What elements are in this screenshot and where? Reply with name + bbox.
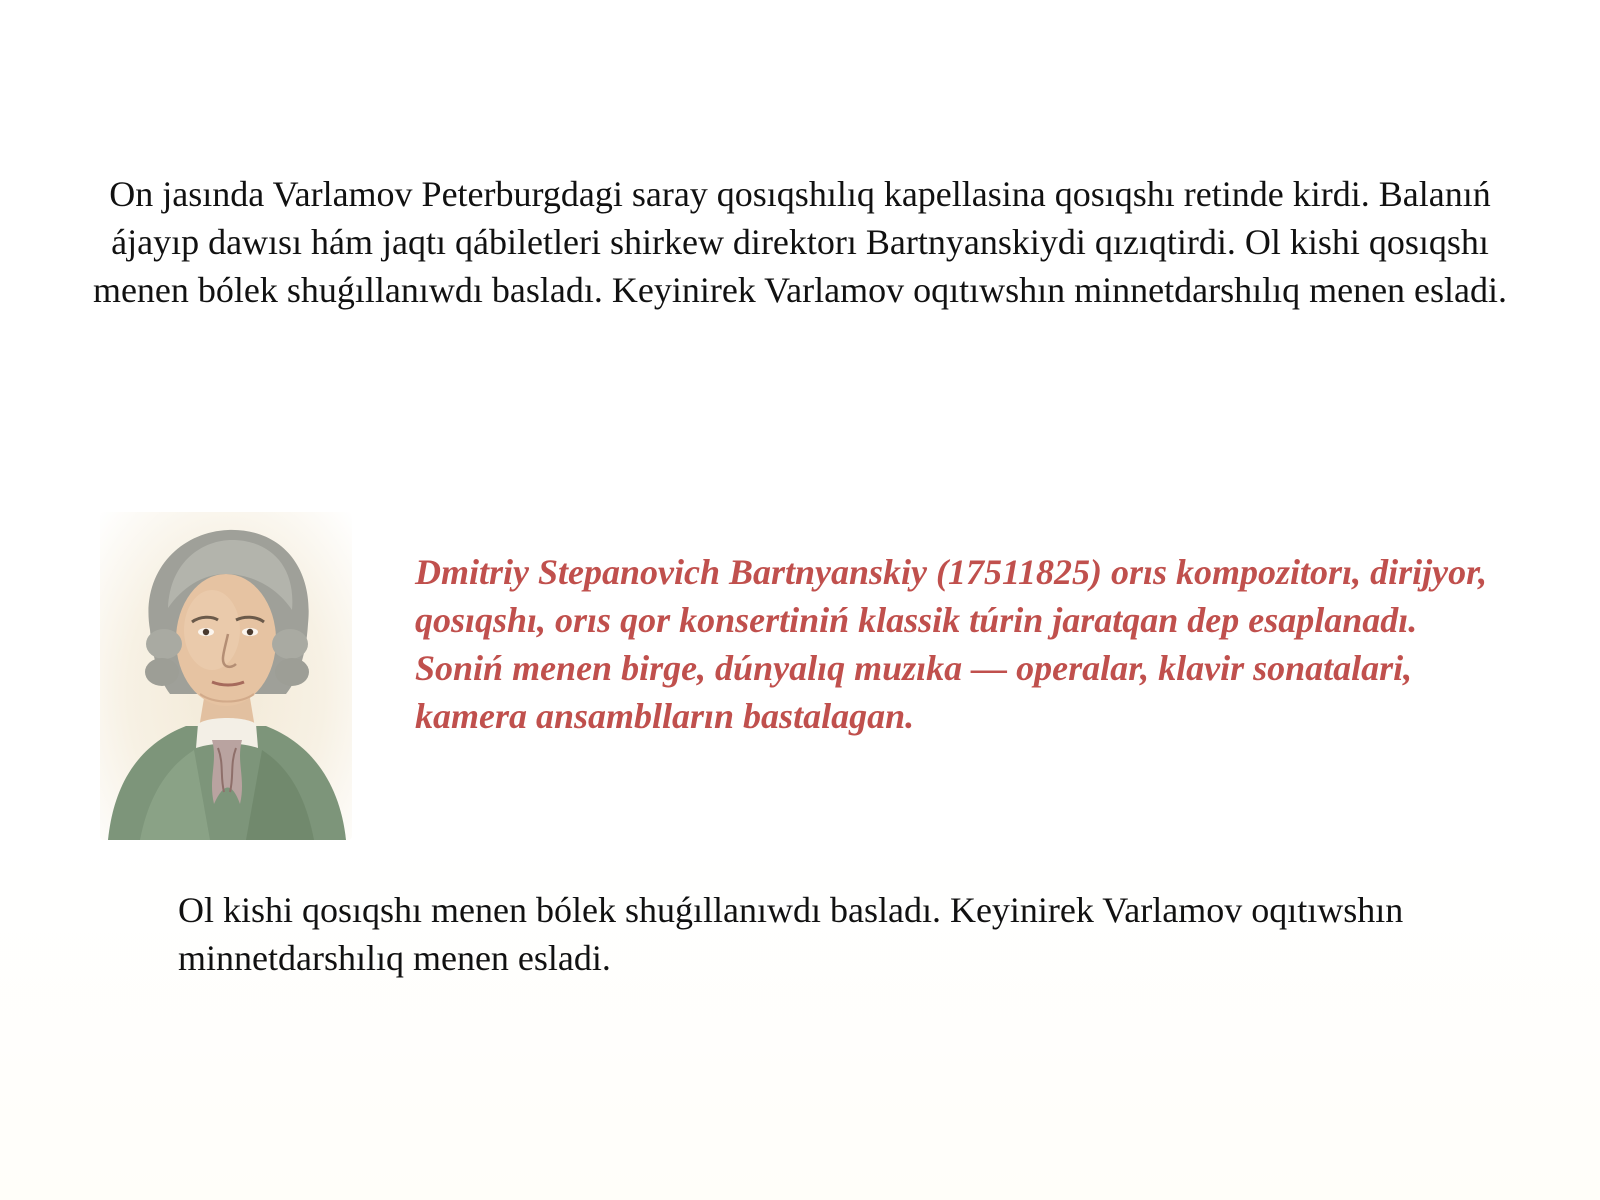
portrait-caption: Dmitriy Stepanovich Bartnyanskiy (17511825) orıs kompozitorı, dirijyor, qosıqshı, orıs qor konsertiniń klassik túrin jaratqan dep esaplanadı. Soniń menen birge, dúnyalıq muzıka — operalar, klavir sonatalari, kamera ansamblların bastalagan. — [415, 552, 1488, 736]
portrait-image — [100, 512, 352, 840]
portrait-illustration — [100, 512, 352, 840]
top-paragraph: On jasında Varlamov Peterburgdagi saray qosıqshılıq kapellasina qosıqshı retinde kirdi. Balanıń ájayıp dawısı hám jaqtı qábiletleri shirkew direktorı Bartnyanskiydi qızıqtirdi. Ol kishi qosıqshı menen bólek shuǵıllanıwdı basladı. Keyinirek Varlamov oqıtıwshın minnetdarshılıq menen esladi. — [92, 174, 1508, 310]
bottom-paragraph: Ol kishi qosıqshı menen bólek shuǵıllanıwdı basladı. Keyinirek Varlamov oqıtıwshın minnetdarshılıq menen esladi. — [178, 890, 1404, 978]
